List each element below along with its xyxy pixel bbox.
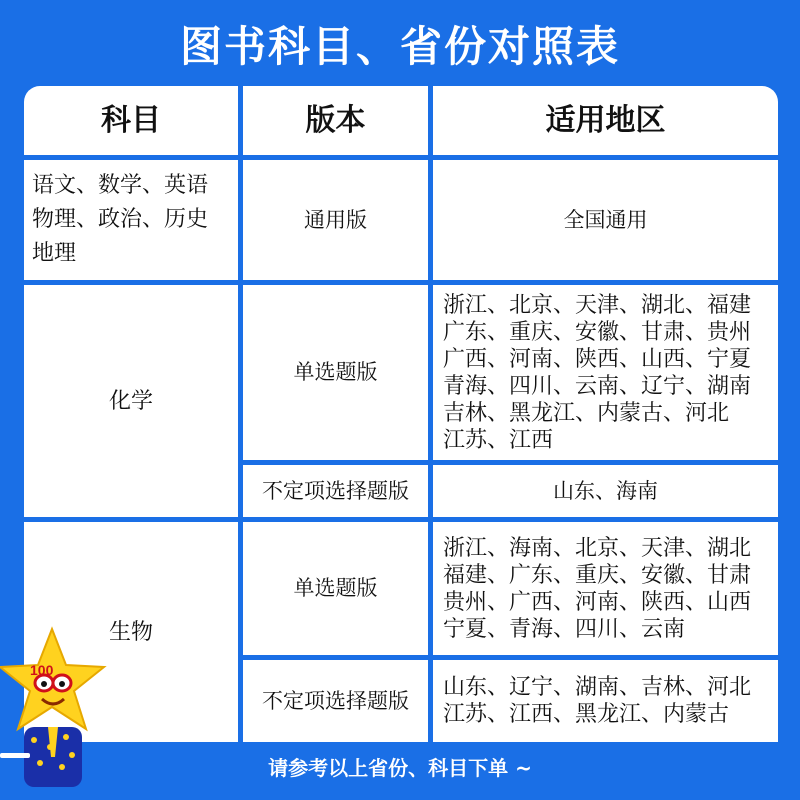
- version-cell: 单选题版: [243, 285, 428, 460]
- footer-note: 请参考以上省份、科目下单 ~: [268, 756, 532, 780]
- header-version: 版本: [243, 86, 428, 155]
- region-list: 浙江、海南、北京、天津、湖北 福建、广东、重庆、安徽、甘肃 贵州、广西、河南、陕西、山西 宁夏、青海、四川、云南: [443, 535, 752, 642]
- version-cell: 不定项选择题版: [243, 465, 428, 517]
- header-subject: 科目: [24, 86, 238, 155]
- subject-cell-chemistry: 化学: [24, 285, 238, 517]
- region-list: 山东、辽宁、湖南、吉林、河北 江苏、江西、黑龙江、内蒙古: [443, 675, 752, 727]
- region-cell: [433, 660, 778, 742]
- page-title: 图书科目、省份对照表: [179, 22, 620, 71]
- region-cell: 山东、海南: [433, 465, 778, 517]
- mascot-badge-text: 100: [30, 662, 54, 678]
- version-cell: 单选题版: [243, 522, 428, 655]
- subject-cell-general: [24, 160, 238, 280]
- subject-general-text: 语文、数学、英语 物理、政治、历史 地理: [32, 173, 209, 266]
- header-region: 适用地区: [433, 86, 778, 155]
- region-list: 浙江、北京、天津、湖北、福建 广东、重庆、安徽、甘肃、贵州 广西、河南、陕西、山西、宁夏 青海、四川、云南、辽宁、湖南 吉林、黑龙江、内蒙古、河北 江苏、江西: [443, 292, 752, 453]
- subject-province-table: [24, 86, 778, 736]
- version-cell: 通用版: [243, 160, 428, 280]
- region-cell: 全国通用: [433, 160, 778, 280]
- version-cell: 不定项选择题版: [243, 660, 428, 742]
- region-cell: [433, 522, 778, 655]
- region-cell: [433, 285, 778, 460]
- subject-cell-biology: 生物: [24, 522, 238, 742]
